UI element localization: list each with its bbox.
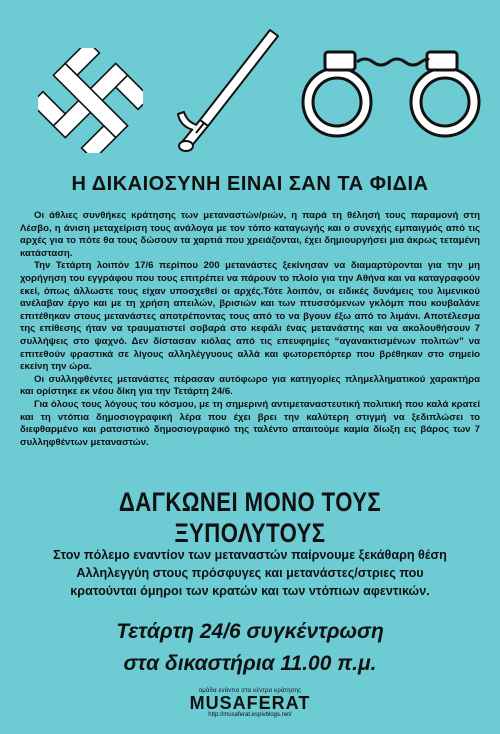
solidarity-statement	[30, 546, 470, 600]
solidarity-line: κρατούνται όμηροι των κρατών και των ντόπιων αφεντικών.	[70, 584, 430, 598]
rally-date: Τετάρτη 24/6 συγκέντρωση	[116, 620, 384, 643]
handcuffs-icon	[295, 40, 490, 155]
paragraph: Οι συλληφθέντες μετανάστες πέρασαν αυτόφωρο για κατηγορίες πλημελληματικού χαρακτήρα και ορίστηκε εκ νέου δίκη για την Τετάρτη 24/6.	[20, 373, 480, 398]
solidarity-line: Αλληλεγγύη στους πρόσφυγες και μετανάστες/στριες που	[76, 566, 424, 580]
logo-tagline: ομάδα ενάντια στα κέντρα κράτησης	[198, 688, 302, 694]
article-body	[20, 210, 480, 449]
logo-name: MUSAFERAT	[189, 693, 311, 713]
paragraph: Την Τετάρτη λοιπόν 17/6 περίπου 200 μετανάστες ξεκίνησαν να διαμαρτύρονται για την μη χορήγηση του εγγράφου που τους επιτρέπει να πάρουν το πλοίο για την Αθήνα και να καταγραφούν εκεί, όπως άλλωστε τους είχαν υποσχεθεί οι αρχές.Τότε λοιπόν, οι ειδικές δυνάμεις του λιμενικού ανέλαβαν έργο και με τη χρήση απειλών, βρισιών και των πτυσσόμενων γκλόμπ που κουβαλάνε επιτέθηκαν στους μετανάστες αποτρέποντας τους από το να βγουν έξω από το λιμάνι. Αποτέλεσμα της επίθεσης ήταν να τραυματιστεί σοβαρά στο κεφάλι ένας μετανάστης και να ακολουθήσουν 7 συλλήψεις στο ψαχνό. Δεν δίστασαν κιόλας από τις επευφημίες “αγανακτισμένων πολιτών” να επιτεθούν φραστικά σε λίγους αλληλέγγυους αλλά και φωτορεπόρτερ που βρέθηκαν στο σημείο εκείνη την ώρα.	[20, 260, 480, 373]
paragraph: Για όλους τους λόγους του κόσμου, με τη σημερινή αντιμεταναστευτική πολιτική που καλά κρατεί και τη ντόπια δημοσιογραφική λέρα που έχει βρει την καλύτερη στιγμή να ξεδιπλώσει το διεφθαρμένο και ρατσιστικό δημοσιογραφικό της ταλέντο απαιτούμε καμία δίωξη εις βάρος των 7 συλληφθέντων μεταναστών.	[20, 398, 480, 448]
icon-row	[0, 0, 500, 175]
headline-justice: Η ΔΙΚΑΙΟΣΥΝΗ ΕΙΝΑΙ ΣΑΝ ΤΑ ΦΙΔΙΑ	[71, 173, 429, 195]
paragraph: Οι άθλιες συνθήκες κράτησης των μεταναστών/ριών, η παρά τη θέλησή τους παραμονή στη Λέσβο, η άνιση μεταχείριση τους ανάλογα με τον τόπο καταγωγής και ο συνεχής εμπαιγμός από τις αρχές για το πότε θα τους δώσουν τα χαρτιά που χρειάζονται, έχει δημιουργήσει μια άκρως τεταμένη κατάσταση.	[20, 210, 480, 259]
headline-barefoot: ΔΑΓΚΩΝΕΙ ΜΟΝΟ ΤΟΥΣ ΞΥΠΟΛΥΤΟΥΣ	[118, 487, 382, 548]
logo-url: http://musaferat.espivblogs.net/	[208, 712, 292, 718]
police-baton-icon	[160, 22, 285, 157]
musaferat-logo	[180, 688, 320, 718]
solidarity-line: Στον πόλεμο εναντίον των μεταναστών παίρνουμε ξεκάθαρη θέση	[53, 548, 447, 562]
rally-location-time: στα δικαστήρια 11.00 π.μ.	[123, 652, 377, 675]
swastika-icon	[38, 48, 143, 153]
